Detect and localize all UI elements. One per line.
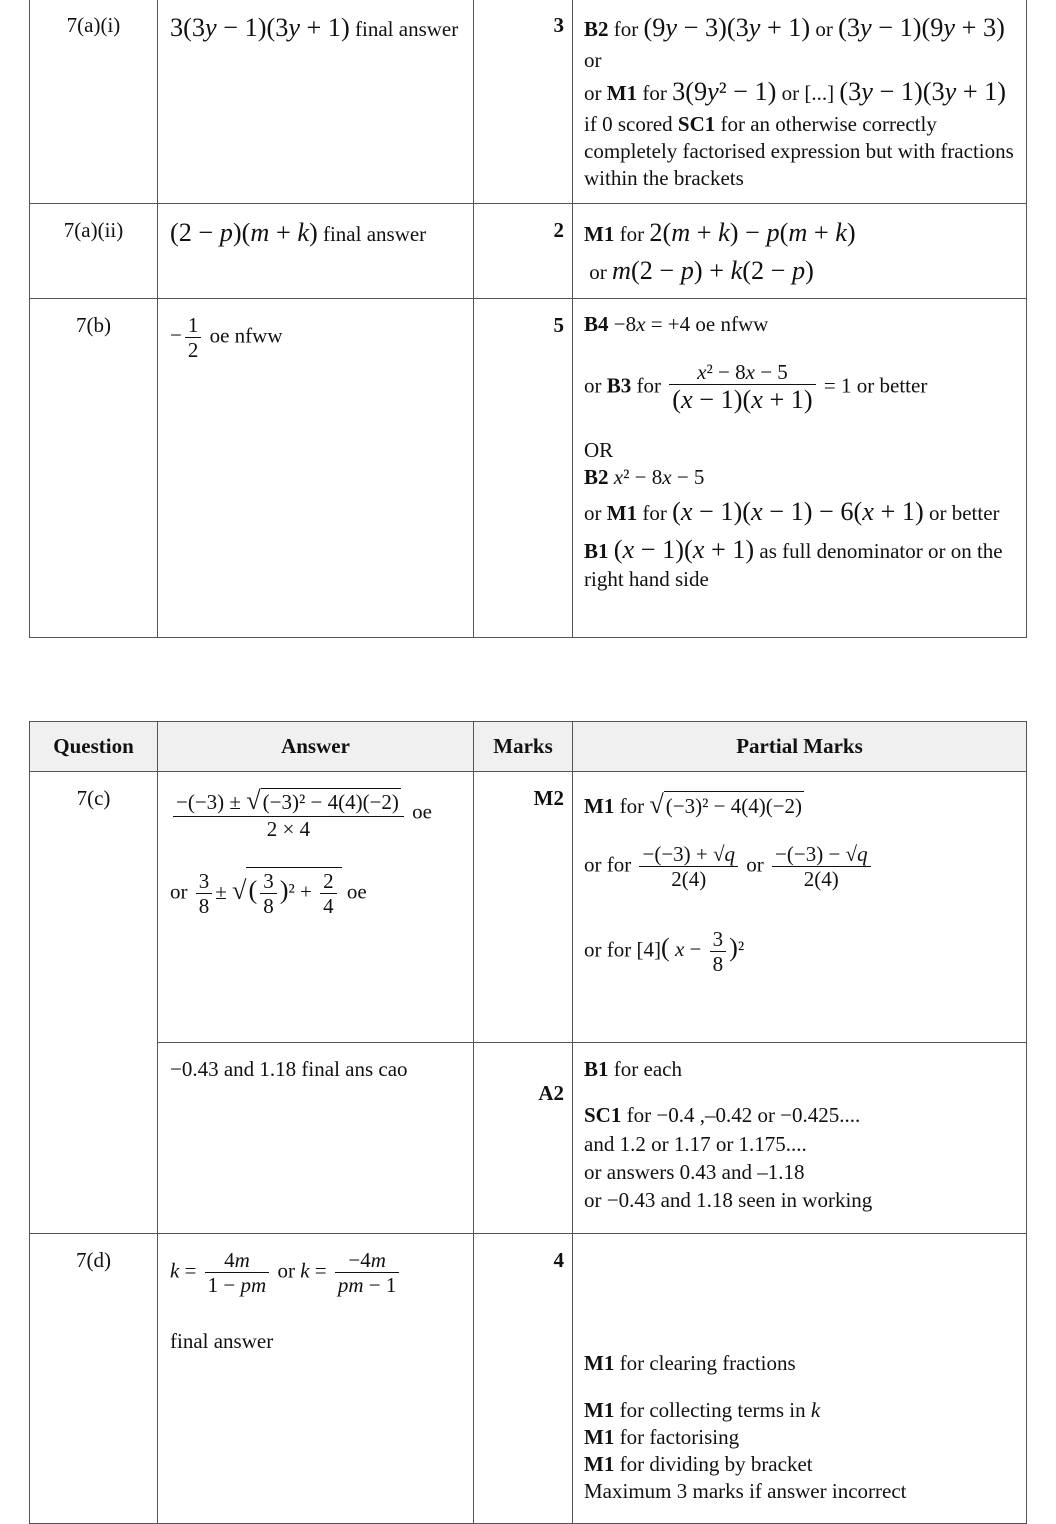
answer-cell: 3(3y − 1)(3y + 1) final answer [158,0,474,204]
header-marks: Marks [474,722,573,772]
table-row [30,299,1027,638]
partial-marks-cell: B1 for each SC1 for −0.4 ,–0.42 or −0.425.... and 1.2 or 1.17 or 1.175.... or answers 0.43 and –1.18 or −0.43 and 1.18 seen in working [573,1043,1027,1234]
partial-marks-cell: M1 for √(−3)² − 4(4)(−2) or for $\frac{-(-3) + √q}{2(4)}$ or $\frac{-(-3) - √q}{2(4)}$ or for [4]( x − $\frac{3}{8}$ )² [573,772,1027,1043]
partial-marks-cell: M1 for clearing fractions M1 for collecting terms in k M1 for factorising M1 for dividing by bracket Maximum 3 marks if answer incorrect [573,1234,1027,1524]
table-row [30,1234,1027,1524]
question-cell: 7(a)(ii) [30,204,158,299]
question-cell: 7(c) [30,772,158,1234]
partial-marks-cell: M1 for 2(m + k) − p(m + k) or m(2 − p) + k(2 − p) [573,204,1027,299]
marks-cell: 4 [474,1234,573,1524]
marks-cell: M2 [474,772,573,1043]
table-row [30,0,1027,204]
answer-cell: $\frac{\text{−(−3) ± √(−3)² − 4(4)(−2)}}{2 \times 4}$ oe or $\frac{3}{8}$ ± √( $\frac{3}{8}$ )² + $\frac{2}{4}$ oe [158,772,474,1043]
answer-cell: k = $\frac{4m}{1 - pm}$ or k = $\frac{-4m}{pm - 1}$ final answer [158,1234,474,1524]
marks-cell: 2 [474,204,573,299]
marks-cell: 3 [474,0,573,204]
marks-cell: 5 [474,299,573,638]
table-row [30,1043,1027,1234]
answer-cell: (2 − p)(m + k) final answer [158,204,474,299]
table-row [30,204,1027,299]
header-answer: Answer [158,722,474,772]
table-row [30,772,1027,1043]
table-header-row [30,722,1027,772]
question-cell: 7(d) [30,1234,158,1524]
partial-marks-cell: B4 −8x = +4 oe nfww or B3 for $\frac{\text{x² − 8x − 5}}{(x - 1)(x + 1)}$ = 1 or better OR B2 x² − 8x − 5 or M1 for (x − 1)(x − 1) − 6(x + 1) or better B1 (x − 1)(x + 1) as full denominator or on the right hand side [573,299,1027,638]
header-partial-marks: Partial Marks [573,722,1027,772]
mark-scheme-table-part1 [29,0,1027,638]
answer-cell: −0.43 and 1.18 final ans cao [158,1043,474,1234]
mark-scheme-table-part2 [29,721,1027,1524]
answer-cell: − $\frac{1}{2}$ oe nfww [158,299,474,638]
question-cell: 7(b) [30,299,158,638]
header-question: Question [30,722,158,772]
marks-cell: A2 [474,1043,573,1234]
question-cell: 7(a)(i) [30,0,158,204]
partial-marks-cell: B2 for (9y − 3)(3y + 1) or (3y − 1)(9y + 3) or or M1 for 3(9y² − 1) or [...] (3y − 1)(3y + 1) if 0 scored SC1 for an otherwise correctly completely factorised expression but with fractions within the brackets [573,0,1027,204]
